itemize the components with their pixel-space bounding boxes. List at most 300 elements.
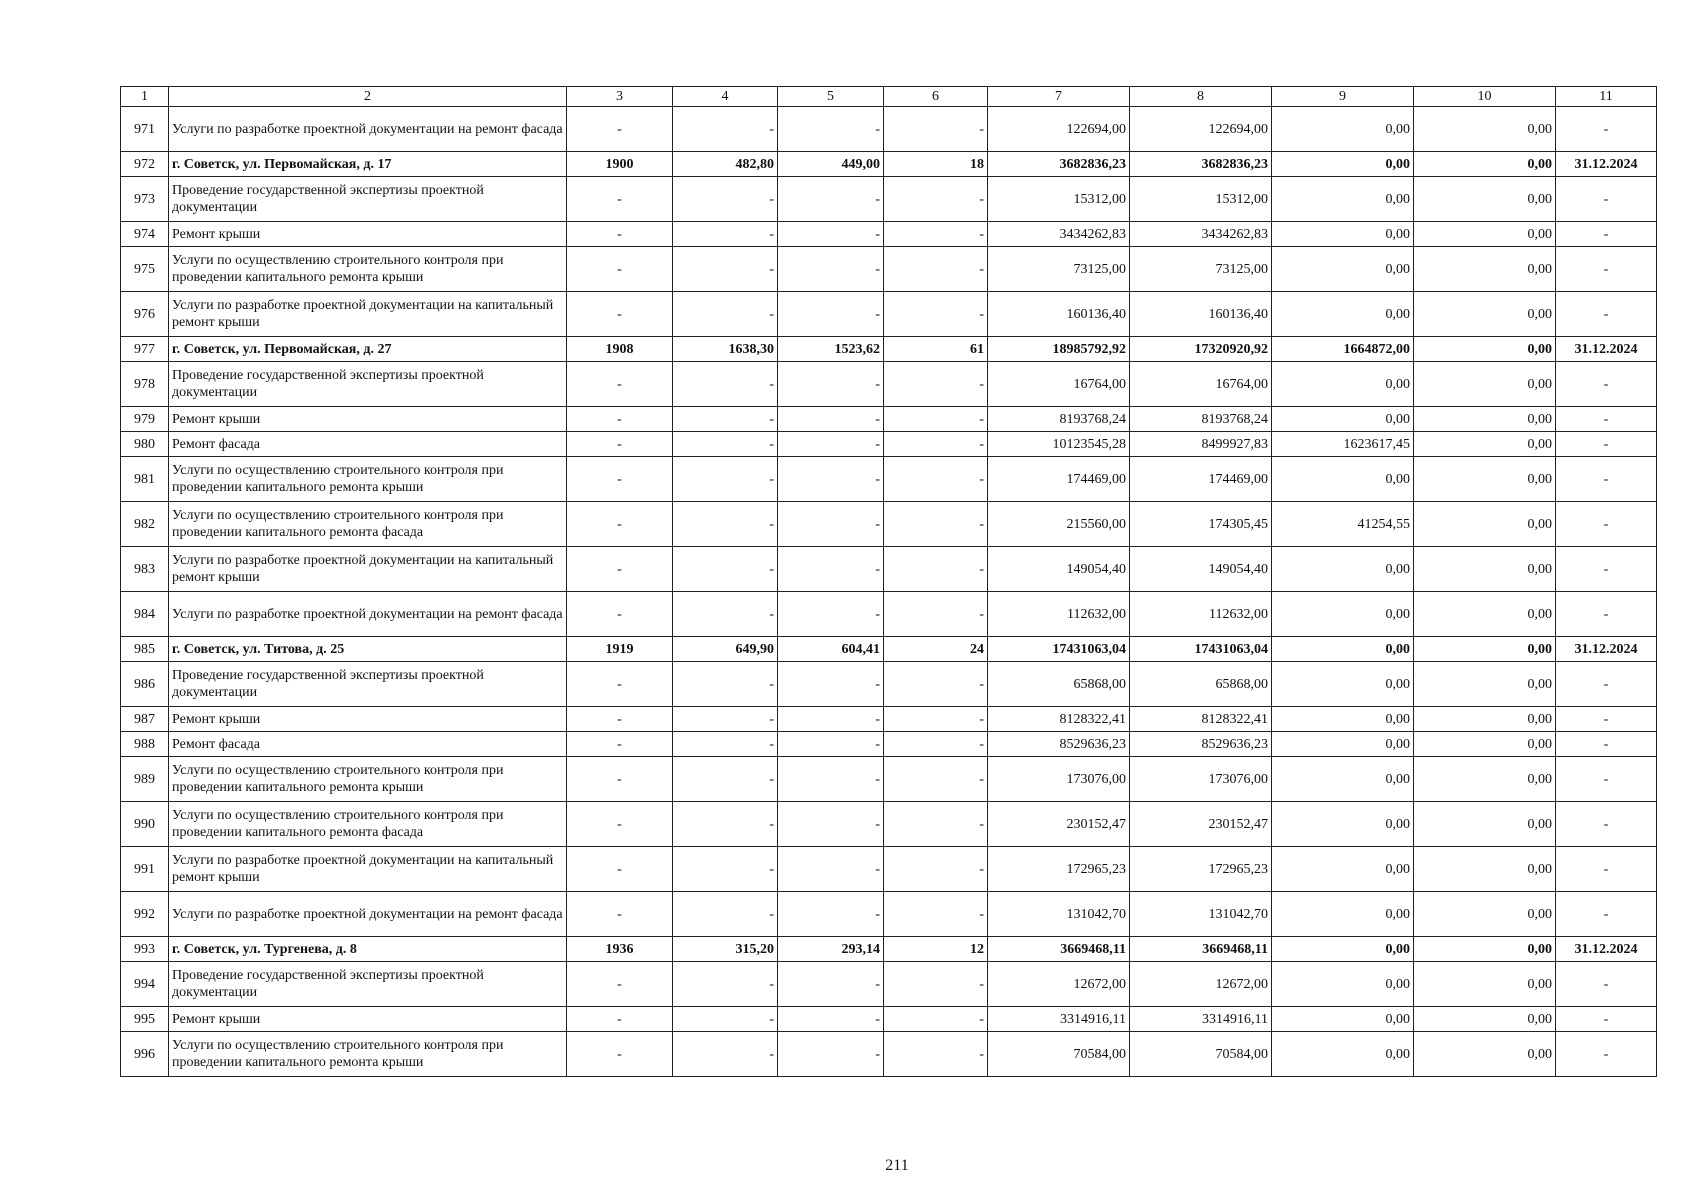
completion-date: - bbox=[1556, 432, 1657, 457]
build-year: - bbox=[567, 222, 673, 247]
residents-count: 61 bbox=[884, 337, 988, 362]
residents-count: - bbox=[884, 547, 988, 592]
residents-count: - bbox=[884, 1007, 988, 1032]
row-description: Проведение государственной экспертизы проектной документации bbox=[169, 962, 567, 1007]
row-number: 979 bbox=[121, 407, 169, 432]
budget-cost: 0,00 bbox=[1414, 502, 1556, 547]
residents-count: - bbox=[884, 592, 988, 637]
table-row bbox=[121, 802, 1657, 847]
column-header: 5 bbox=[778, 87, 884, 107]
fund-cost: 3314916,11 bbox=[1130, 1007, 1272, 1032]
living-area: - bbox=[778, 457, 884, 502]
row-number: 986 bbox=[121, 662, 169, 707]
other-cost: 0,00 bbox=[1272, 457, 1414, 502]
row-description: Проведение государственной экспертизы проектной документации bbox=[169, 662, 567, 707]
row-number: 977 bbox=[121, 337, 169, 362]
row-number: 993 bbox=[121, 937, 169, 962]
other-cost: 0,00 bbox=[1272, 1032, 1414, 1077]
row-description: Услуги по осуществлению строительного контроля при проведении капитального ремонта крыши bbox=[169, 757, 567, 802]
fund-cost: 3434262,83 bbox=[1130, 222, 1272, 247]
budget-cost: 0,00 bbox=[1414, 547, 1556, 592]
budget-cost: 0,00 bbox=[1414, 1007, 1556, 1032]
table-row bbox=[121, 1007, 1657, 1032]
fund-cost: 17431063,04 bbox=[1130, 637, 1272, 662]
budget-cost: 0,00 bbox=[1414, 637, 1556, 662]
residents-count: - bbox=[884, 222, 988, 247]
living-area: - bbox=[778, 757, 884, 802]
row-number: 994 bbox=[121, 962, 169, 1007]
total-area: - bbox=[673, 107, 778, 152]
build-year: - bbox=[567, 362, 673, 407]
build-year: - bbox=[567, 802, 673, 847]
fund-cost: 149054,40 bbox=[1130, 547, 1272, 592]
row-number: 980 bbox=[121, 432, 169, 457]
total-area: - bbox=[673, 962, 778, 1007]
budget-cost: 0,00 bbox=[1414, 937, 1556, 962]
residents-count: 24 bbox=[884, 637, 988, 662]
budget-cost: 0,00 bbox=[1414, 107, 1556, 152]
living-area: - bbox=[778, 802, 884, 847]
living-area: 1523,62 bbox=[778, 337, 884, 362]
build-year: - bbox=[567, 757, 673, 802]
other-cost: 0,00 bbox=[1272, 637, 1414, 662]
budget-cost: 0,00 bbox=[1414, 707, 1556, 732]
total-area: - bbox=[673, 222, 778, 247]
build-year: - bbox=[567, 1007, 673, 1032]
address-row bbox=[121, 337, 1657, 362]
row-number: 983 bbox=[121, 547, 169, 592]
total-area: - bbox=[673, 592, 778, 637]
row-description: Услуги по разработке проектной документации на капитальный ремонт крыши bbox=[169, 292, 567, 337]
table-row bbox=[121, 292, 1657, 337]
total-area: - bbox=[673, 502, 778, 547]
table-body bbox=[121, 107, 1657, 1077]
row-description: Услуги по осуществлению строительного контроля при проведении капитального ремонта крыши bbox=[169, 247, 567, 292]
living-area: - bbox=[778, 662, 884, 707]
total-area: - bbox=[673, 362, 778, 407]
completion-date: - bbox=[1556, 847, 1657, 892]
total-cost: 3434262,83 bbox=[988, 222, 1130, 247]
total-cost: 3682836,23 bbox=[988, 152, 1130, 177]
completion-date: - bbox=[1556, 592, 1657, 637]
row-description: Ремонт крыши bbox=[169, 407, 567, 432]
row-number: 974 bbox=[121, 222, 169, 247]
build-year: - bbox=[567, 662, 673, 707]
row-description: Проведение государственной экспертизы проектной документации bbox=[169, 177, 567, 222]
fund-cost: 15312,00 bbox=[1130, 177, 1272, 222]
residents-count: - bbox=[884, 757, 988, 802]
completion-date: - bbox=[1556, 547, 1657, 592]
table-row bbox=[121, 222, 1657, 247]
row-description: Ремонт крыши bbox=[169, 1007, 567, 1032]
residents-count: - bbox=[884, 802, 988, 847]
completion-date: - bbox=[1556, 1007, 1657, 1032]
living-area: - bbox=[778, 1007, 884, 1032]
living-area: - bbox=[778, 407, 884, 432]
total-cost: 215560,00 bbox=[988, 502, 1130, 547]
other-cost: 0,00 bbox=[1272, 937, 1414, 962]
completion-date: 31.12.2024 bbox=[1556, 337, 1657, 362]
completion-date: - bbox=[1556, 962, 1657, 1007]
residents-count: - bbox=[884, 732, 988, 757]
fund-cost: 112632,00 bbox=[1130, 592, 1272, 637]
residents-count: - bbox=[884, 362, 988, 407]
table-row bbox=[121, 732, 1657, 757]
budget-cost: 0,00 bbox=[1414, 662, 1556, 707]
living-area: - bbox=[778, 107, 884, 152]
row-number: 995 bbox=[121, 1007, 169, 1032]
fund-cost: 3669468,11 bbox=[1130, 937, 1272, 962]
other-cost: 0,00 bbox=[1272, 707, 1414, 732]
page-number: 211 bbox=[885, 1157, 909, 1174]
budget-cost: 0,00 bbox=[1414, 847, 1556, 892]
table-row bbox=[121, 177, 1657, 222]
total-area: - bbox=[673, 177, 778, 222]
total-cost: 8529636,23 bbox=[988, 732, 1130, 757]
completion-date: - bbox=[1556, 757, 1657, 802]
column-header: 1 bbox=[121, 87, 169, 107]
column-header: 2 bbox=[169, 87, 567, 107]
completion-date: - bbox=[1556, 662, 1657, 707]
row-number: 972 bbox=[121, 152, 169, 177]
completion-date: - bbox=[1556, 292, 1657, 337]
living-area: - bbox=[778, 707, 884, 732]
total-area: - bbox=[673, 1007, 778, 1032]
living-area: - bbox=[778, 177, 884, 222]
budget-cost: 0,00 bbox=[1414, 732, 1556, 757]
table-row bbox=[121, 707, 1657, 732]
residents-count: 12 bbox=[884, 937, 988, 962]
total-cost: 172965,23 bbox=[988, 847, 1130, 892]
total-area: - bbox=[673, 707, 778, 732]
total-cost: 131042,70 bbox=[988, 892, 1130, 937]
total-area: 649,90 bbox=[673, 637, 778, 662]
total-cost: 3669468,11 bbox=[988, 937, 1130, 962]
completion-date: - bbox=[1556, 802, 1657, 847]
total-area: - bbox=[673, 292, 778, 337]
completion-date: - bbox=[1556, 222, 1657, 247]
fund-cost: 12672,00 bbox=[1130, 962, 1272, 1007]
repair-program-table bbox=[120, 86, 1657, 1077]
column-number-header-row bbox=[121, 87, 1657, 107]
column-header: 8 bbox=[1130, 87, 1272, 107]
table-row bbox=[121, 547, 1657, 592]
table-row bbox=[121, 662, 1657, 707]
total-area: - bbox=[673, 1032, 778, 1077]
fund-cost: 160136,40 bbox=[1130, 292, 1272, 337]
build-year: - bbox=[567, 547, 673, 592]
residents-count: - bbox=[884, 962, 988, 1007]
total-cost: 8128322,41 bbox=[988, 707, 1130, 732]
total-area: 482,80 bbox=[673, 152, 778, 177]
completion-date: - bbox=[1556, 407, 1657, 432]
build-year: - bbox=[567, 1032, 673, 1077]
completion-date: 31.12.2024 bbox=[1556, 937, 1657, 962]
other-cost: 0,00 bbox=[1272, 222, 1414, 247]
column-header: 11 bbox=[1556, 87, 1657, 107]
fund-cost: 174305,45 bbox=[1130, 502, 1272, 547]
budget-cost: 0,00 bbox=[1414, 407, 1556, 432]
build-year: - bbox=[567, 892, 673, 937]
build-year: - bbox=[567, 732, 673, 757]
row-number: 985 bbox=[121, 637, 169, 662]
residents-count: - bbox=[884, 107, 988, 152]
row-description: г. Советск, ул. Тургенева, д. 8 bbox=[169, 937, 567, 962]
other-cost: 0,00 bbox=[1272, 1007, 1414, 1032]
residents-count: - bbox=[884, 292, 988, 337]
total-cost: 173076,00 bbox=[988, 757, 1130, 802]
budget-cost: 0,00 bbox=[1414, 892, 1556, 937]
total-cost: 18985792,92 bbox=[988, 337, 1130, 362]
build-year: - bbox=[567, 107, 673, 152]
total-cost: 160136,40 bbox=[988, 292, 1130, 337]
row-description: Услуги по разработке проектной документации на капитальный ремонт крыши bbox=[169, 847, 567, 892]
row-number: 975 bbox=[121, 247, 169, 292]
row-description: Ремонт фасада bbox=[169, 432, 567, 457]
row-description: Услуги по разработке проектной документации на капитальный ремонт крыши bbox=[169, 547, 567, 592]
fund-cost: 3682836,23 bbox=[1130, 152, 1272, 177]
other-cost: 1664872,00 bbox=[1272, 337, 1414, 362]
build-year: - bbox=[567, 847, 673, 892]
build-year: - bbox=[567, 432, 673, 457]
other-cost: 0,00 bbox=[1272, 107, 1414, 152]
build-year: 1936 bbox=[567, 937, 673, 962]
address-row bbox=[121, 637, 1657, 662]
table-row bbox=[121, 1032, 1657, 1077]
row-number: 989 bbox=[121, 757, 169, 802]
row-number: 978 bbox=[121, 362, 169, 407]
other-cost: 0,00 bbox=[1272, 362, 1414, 407]
completion-date: - bbox=[1556, 247, 1657, 292]
total-area: - bbox=[673, 847, 778, 892]
completion-date: - bbox=[1556, 732, 1657, 757]
fund-cost: 230152,47 bbox=[1130, 802, 1272, 847]
row-description: г. Советск, ул. Первомайская, д. 17 bbox=[169, 152, 567, 177]
total-area: - bbox=[673, 662, 778, 707]
living-area: - bbox=[778, 732, 884, 757]
row-description: Услуги по разработке проектной документации на ремонт фасада bbox=[169, 892, 567, 937]
total-cost: 10123545,28 bbox=[988, 432, 1130, 457]
other-cost: 0,00 bbox=[1272, 177, 1414, 222]
budget-cost: 0,00 bbox=[1414, 222, 1556, 247]
row-number: 987 bbox=[121, 707, 169, 732]
total-area: 315,20 bbox=[673, 937, 778, 962]
other-cost: 0,00 bbox=[1272, 962, 1414, 1007]
completion-date: - bbox=[1556, 107, 1657, 152]
living-area: - bbox=[778, 292, 884, 337]
fund-cost: 65868,00 bbox=[1130, 662, 1272, 707]
build-year: - bbox=[567, 457, 673, 502]
other-cost: 0,00 bbox=[1272, 892, 1414, 937]
living-area: 449,00 bbox=[778, 152, 884, 177]
address-row bbox=[121, 937, 1657, 962]
table-row bbox=[121, 502, 1657, 547]
row-number: 971 bbox=[121, 107, 169, 152]
row-number: 996 bbox=[121, 1032, 169, 1077]
total-area: - bbox=[673, 757, 778, 802]
living-area: - bbox=[778, 222, 884, 247]
row-number: 973 bbox=[121, 177, 169, 222]
living-area: - bbox=[778, 247, 884, 292]
build-year: - bbox=[567, 247, 673, 292]
living-area: - bbox=[778, 1032, 884, 1077]
row-description: г. Советск, ул. Первомайская, д. 27 bbox=[169, 337, 567, 362]
fund-cost: 8128322,41 bbox=[1130, 707, 1272, 732]
other-cost: 0,00 bbox=[1272, 757, 1414, 802]
total-area: - bbox=[673, 407, 778, 432]
living-area: - bbox=[778, 362, 884, 407]
fund-cost: 8529636,23 bbox=[1130, 732, 1272, 757]
living-area: - bbox=[778, 432, 884, 457]
fund-cost: 173076,00 bbox=[1130, 757, 1272, 802]
budget-cost: 0,00 bbox=[1414, 152, 1556, 177]
living-area: - bbox=[778, 547, 884, 592]
budget-cost: 0,00 bbox=[1414, 432, 1556, 457]
total-area: - bbox=[673, 547, 778, 592]
fund-cost: 17320920,92 bbox=[1130, 337, 1272, 362]
total-cost: 12672,00 bbox=[988, 962, 1130, 1007]
completion-date: - bbox=[1556, 707, 1657, 732]
total-area: - bbox=[673, 247, 778, 292]
fund-cost: 122694,00 bbox=[1130, 107, 1272, 152]
completion-date: - bbox=[1556, 177, 1657, 222]
total-cost: 17431063,04 bbox=[988, 637, 1130, 662]
column-header: 10 bbox=[1414, 87, 1556, 107]
build-year: 1900 bbox=[567, 152, 673, 177]
row-number: 988 bbox=[121, 732, 169, 757]
total-cost: 174469,00 bbox=[988, 457, 1130, 502]
column-header: 4 bbox=[673, 87, 778, 107]
total-cost: 112632,00 bbox=[988, 592, 1130, 637]
row-number: 982 bbox=[121, 502, 169, 547]
total-cost: 16764,00 bbox=[988, 362, 1130, 407]
row-description: Ремонт крыши bbox=[169, 707, 567, 732]
row-description: Ремонт фасада bbox=[169, 732, 567, 757]
total-area: - bbox=[673, 432, 778, 457]
total-cost: 3314916,11 bbox=[988, 1007, 1130, 1032]
residents-count: - bbox=[884, 662, 988, 707]
column-header: 3 bbox=[567, 87, 673, 107]
row-description: Услуги по осуществлению строительного контроля при проведении капитального ремонта крыши bbox=[169, 1032, 567, 1077]
row-description: г. Советск, ул. Титова, д. 25 bbox=[169, 637, 567, 662]
build-year: 1908 bbox=[567, 337, 673, 362]
budget-cost: 0,00 bbox=[1414, 757, 1556, 802]
residents-count: - bbox=[884, 407, 988, 432]
residents-count: - bbox=[884, 247, 988, 292]
fund-cost: 8193768,24 bbox=[1130, 407, 1272, 432]
living-area: - bbox=[778, 847, 884, 892]
row-description: Услуги по разработке проектной документации на ремонт фасада bbox=[169, 592, 567, 637]
budget-cost: 0,00 bbox=[1414, 337, 1556, 362]
residents-count: - bbox=[884, 1032, 988, 1077]
fund-cost: 131042,70 bbox=[1130, 892, 1272, 937]
total-area: - bbox=[673, 457, 778, 502]
total-area: - bbox=[673, 802, 778, 847]
living-area: 293,14 bbox=[778, 937, 884, 962]
other-cost: 0,00 bbox=[1272, 662, 1414, 707]
completion-date: - bbox=[1556, 457, 1657, 502]
residents-count: - bbox=[884, 502, 988, 547]
completion-date: - bbox=[1556, 1032, 1657, 1077]
row-number: 976 bbox=[121, 292, 169, 337]
residents-count: 18 bbox=[884, 152, 988, 177]
build-year: 1919 bbox=[567, 637, 673, 662]
row-description: Услуги по осуществлению строительного контроля при проведении капитального ремонта крыши bbox=[169, 457, 567, 502]
residents-count: - bbox=[884, 847, 988, 892]
row-number: 981 bbox=[121, 457, 169, 502]
budget-cost: 0,00 bbox=[1414, 1032, 1556, 1077]
completion-date: 31.12.2024 bbox=[1556, 637, 1657, 662]
other-cost: 0,00 bbox=[1272, 292, 1414, 337]
budget-cost: 0,00 bbox=[1414, 802, 1556, 847]
budget-cost: 0,00 bbox=[1414, 247, 1556, 292]
build-year: - bbox=[567, 502, 673, 547]
other-cost: 0,00 bbox=[1272, 732, 1414, 757]
table-row bbox=[121, 457, 1657, 502]
table-row bbox=[121, 407, 1657, 432]
living-area: 604,41 bbox=[778, 637, 884, 662]
other-cost: 0,00 bbox=[1272, 407, 1414, 432]
build-year: - bbox=[567, 707, 673, 732]
table-row bbox=[121, 847, 1657, 892]
budget-cost: 0,00 bbox=[1414, 592, 1556, 637]
fund-cost: 8499927,83 bbox=[1130, 432, 1272, 457]
budget-cost: 0,00 bbox=[1414, 292, 1556, 337]
fund-cost: 16764,00 bbox=[1130, 362, 1272, 407]
column-header: 6 bbox=[884, 87, 988, 107]
completion-date: 31.12.2024 bbox=[1556, 152, 1657, 177]
table-row bbox=[121, 892, 1657, 937]
residents-count: - bbox=[884, 177, 988, 222]
total-cost: 149054,40 bbox=[988, 547, 1130, 592]
row-description: Ремонт крыши bbox=[169, 222, 567, 247]
build-year: - bbox=[567, 592, 673, 637]
fund-cost: 70584,00 bbox=[1130, 1032, 1272, 1077]
budget-cost: 0,00 bbox=[1414, 177, 1556, 222]
total-cost: 15312,00 bbox=[988, 177, 1130, 222]
build-year: - bbox=[567, 292, 673, 337]
other-cost: 1623617,45 bbox=[1272, 432, 1414, 457]
table-row bbox=[121, 757, 1657, 802]
other-cost: 41254,55 bbox=[1272, 502, 1414, 547]
total-cost: 230152,47 bbox=[988, 802, 1130, 847]
completion-date: - bbox=[1556, 892, 1657, 937]
row-description: Услуги по разработке проектной документации на ремонт фасада bbox=[169, 107, 567, 152]
row-number: 984 bbox=[121, 592, 169, 637]
other-cost: 0,00 bbox=[1272, 802, 1414, 847]
column-header: 9 bbox=[1272, 87, 1414, 107]
total-cost: 122694,00 bbox=[988, 107, 1130, 152]
budget-cost: 0,00 bbox=[1414, 457, 1556, 502]
total-cost: 70584,00 bbox=[988, 1032, 1130, 1077]
fund-cost: 172965,23 bbox=[1130, 847, 1272, 892]
table-row bbox=[121, 962, 1657, 1007]
total-area: - bbox=[673, 732, 778, 757]
address-row bbox=[121, 152, 1657, 177]
living-area: - bbox=[778, 502, 884, 547]
total-area: 1638,30 bbox=[673, 337, 778, 362]
build-year: - bbox=[567, 177, 673, 222]
other-cost: 0,00 bbox=[1272, 592, 1414, 637]
residents-count: - bbox=[884, 457, 988, 502]
table-row bbox=[121, 362, 1657, 407]
row-description: Проведение государственной экспертизы проектной документации bbox=[169, 362, 567, 407]
row-description: Услуги по осуществлению строительного контроля при проведении капитального ремонта фасада bbox=[169, 502, 567, 547]
living-area: - bbox=[778, 892, 884, 937]
row-description: Услуги по осуществлению строительного контроля при проведении капитального ремонта фасада bbox=[169, 802, 567, 847]
total-cost: 65868,00 bbox=[988, 662, 1130, 707]
completion-date: - bbox=[1556, 502, 1657, 547]
